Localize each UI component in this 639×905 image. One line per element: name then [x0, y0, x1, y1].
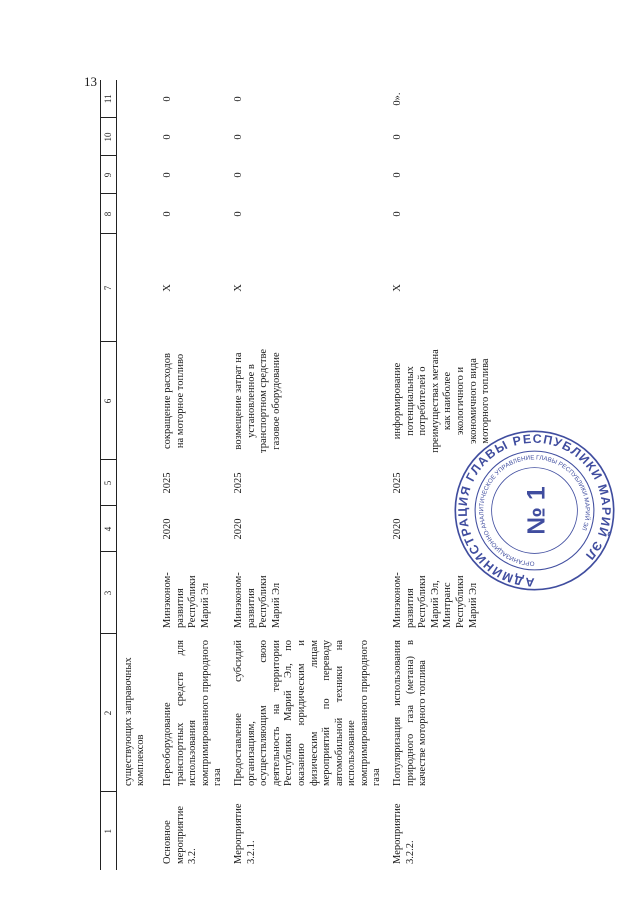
row-col11: 0	[232, 96, 244, 102]
row-executor: Минэконом-развития Республики Марий Эл	[161, 572, 211, 628]
header-cell: 1	[101, 792, 117, 870]
header-cell: 2	[101, 634, 117, 792]
row-result: возмещение затрат на установленное в транспортном средстве газовое оборудование	[232, 349, 282, 453]
row-name: Популяризация использования природного газа (метана) в качестве моторного топлива	[392, 640, 429, 786]
row-start-year: 2020	[392, 518, 404, 540]
row-start-year: 2020	[161, 518, 173, 540]
header-cell: 5	[101, 460, 117, 506]
stamp-center-number: № 1	[523, 486, 551, 535]
header-cell: 4	[101, 506, 117, 552]
row-start-year: 2020	[232, 518, 244, 540]
row-col11: 0».	[392, 92, 404, 106]
row-col10: 0	[232, 134, 244, 140]
continuation-text: существующих заправочных комплексов	[122, 657, 147, 786]
stamp-inner-text: ОРГАНИЗАЦИОННО-АНАЛИТИЧЕСКОЕ УПРАВЛЕНИЕ ГЛАВЫ РЕСПУБЛИКИ МАРИЙ ЭЛ	[478, 454, 591, 567]
row-id: Мероприятие 3.2.2.	[392, 803, 416, 864]
row-col10: 0	[392, 134, 404, 140]
row-col8: 0	[392, 211, 404, 217]
row-end-year: 2025	[232, 472, 244, 494]
row-result: сокращение расходов на моторное топливо	[161, 353, 186, 449]
row-result: информирование потенциальных потребителей о преимуществах метана как наиболее экологичного и экономичного вида моторного топлива	[392, 349, 492, 453]
header-cell: 9	[101, 156, 117, 194]
row-col8: 0	[232, 211, 244, 217]
row-col7: Х	[161, 284, 173, 292]
row-executor: Минэконом-развития Республики Марий Эл	[232, 572, 282, 628]
header-cell: 3	[101, 552, 117, 634]
row-col8: 0	[161, 211, 173, 217]
table-row	[229, 80, 388, 870]
row-col9: 0	[232, 172, 244, 178]
header-cell: 7	[101, 234, 117, 342]
row-name: Предоставление субсидий организациям, осуществляющим свою деятельность на территории Республики Марий Эл, по оказанию юридическим и физическим лицам мероприятий по переводу автомобильной техники на использование компримированного природного газа	[232, 640, 383, 786]
official-stamp	[452, 428, 617, 593]
row-id: Основное мероприятие 3.2.	[161, 806, 199, 864]
row-col7: Х	[232, 284, 244, 292]
header-cell: 10	[101, 118, 117, 156]
row-end-year: 2025	[392, 472, 404, 494]
continuation-row	[116, 80, 158, 870]
row-id: Мероприятие 3.2.1.	[232, 803, 257, 864]
stamp-outer-text: АДМИНИСТРАЦИЯ ГЛАВЫ РЕСПУБЛИКИ МАРИЙ ЭЛ	[455, 431, 614, 590]
header-cell: 6	[101, 342, 117, 460]
table-row	[158, 80, 229, 870]
row-col10: 0	[161, 134, 173, 140]
row-col11: 0	[161, 96, 173, 102]
row-executor: Минэконом-развития Республики Марий Эл, Минтранс Республики Марий Эл	[392, 572, 479, 628]
page-number: 13	[84, 74, 97, 89]
row-end-year: 2025	[161, 472, 173, 494]
row-col7: Х	[392, 284, 404, 292]
row-col9: 0	[161, 172, 173, 178]
header-cell: 11	[101, 80, 117, 118]
header-cell: 8	[101, 194, 117, 234]
table-header-row	[101, 80, 117, 870]
row-name: Переоборудование транспортных средств для использования компримированного природного газа	[161, 640, 224, 786]
row-col9: 0	[392, 172, 404, 178]
